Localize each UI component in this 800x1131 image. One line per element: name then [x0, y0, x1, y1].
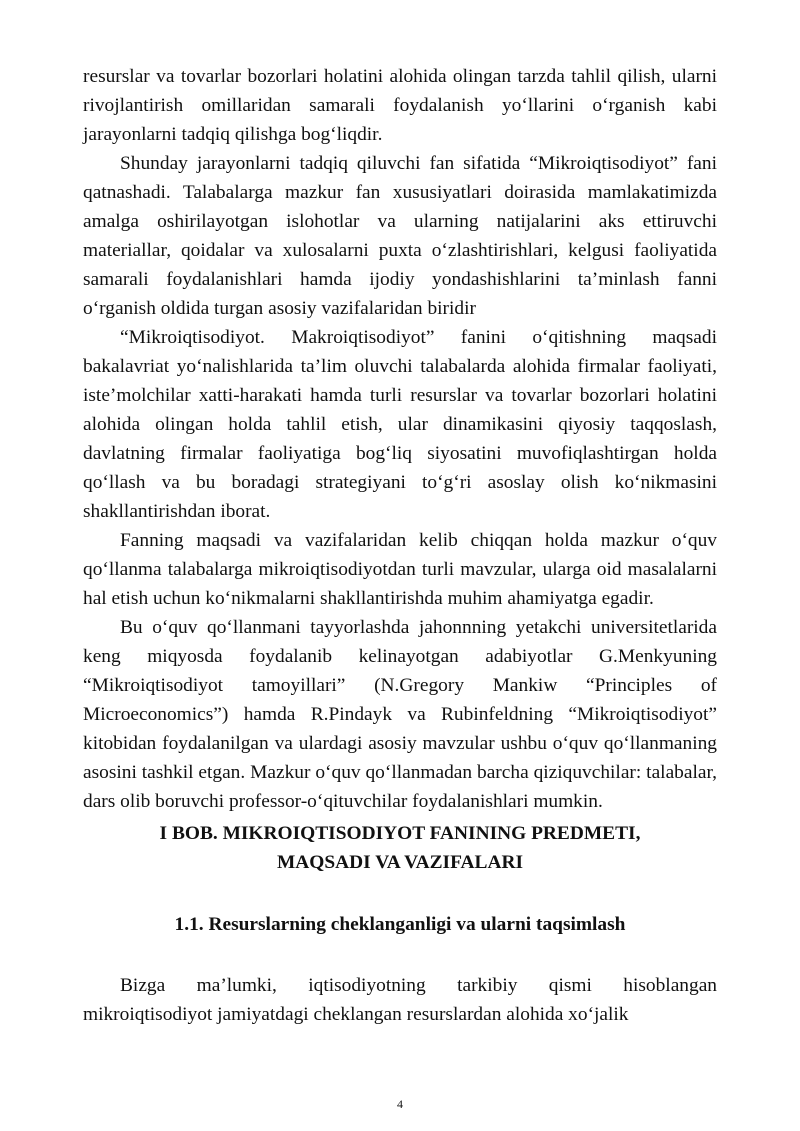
chapter-heading-line-2: MAQSADI VA VAZIFALARI [276, 852, 524, 873]
chapter-heading [83, 819, 717, 877]
paragraph-continuation: resurslar va tovarlar bozorlari holatini alohida olingan tarzda tahlil qilish, ularni rivojlantirish omillaridan samarali foydalanish yo‘llarini o‘rganish kabi jarayonlarni tadqiq qilishga bog‘liqdir. [83, 66, 717, 145]
paragraph-course-goal: “Mikroiqtisodiyot. Makroiqtisodiyot” fanini o‘qitishning maqsadi bakalavriat yo‘nalishlarida ta’lim oluvchi talabalarda alohida firmalar faoliyati, iste’molchilar xatti-harakati hamda turli resurslar va tovarlar bozorlari holatini alohida olingan holda tahlil etish, ular dinamikasini qiyosiy taqqoslash, davlatning firmalar faoliyatiga bog‘liq siyosatini muvofiqlashtirgan holda qo‘llash va bu boradagi strategiyani to‘g‘ri asoslay olish ko‘nikmasini shakllantirishdan iborat. [83, 327, 717, 522]
document-page [83, 62, 717, 1029]
paragraph-course-role: Shunday jarayonlarni tadqiq qiluvchi fan sifatida “Mikroiqtisodiyot” fani qatnashadi. Talabalarga mazkur fan xususiyatlari doirasida mamlakatimizda amalga oshirilayotgan islohotlar va ularning natijalarini aks ettiruvchi materiallar, qoidalar va xulosalarni puxta o‘zlashtirishlari, kelgusi faoliyatida samarali foydalanishlari hamda ijodiy yondashishlarini ta’minlash fanni o‘rganish oldida turgan asosiy vazifalaridan biridir [83, 153, 717, 319]
paragraph-manual-importance: Fanning maqsadi va vazifalaridan kelib chiqqan holda mazkur o‘quv qo‘llanma talabalarga mikroiqtisodiyotdan turli mavzular, ularga oid masalalarni hal etish uchun ko‘nikmalarni shakllantirishda muhim ahamiyatga egadir. [83, 530, 717, 609]
paragraph-section-intro: Bizga ma’lumki, iqtisodiyotning tarkibiy qismi hisoblangan mikroiqtisodiyot jamiyatdagi cheklangan resurslardan alohida xo‘jalik [83, 975, 717, 1025]
page-number: 4 [397, 1097, 403, 1111]
paragraph-sources: Bu o‘quv qo‘llanmani tayyorlashda jahonnning yetakchi universitetlarida keng miqyosda foydalanib kelinayotgan adabiyotlar G.Menkyuning “Mikroiqtisodiyot tamoyillari” (N.Gregory Mankiw “Principles of Microeconomics”) hamda R.Pindayk va Rubinfeldning “Mikroiqtisodiyot” kitobidan foydalanilgan va ulardagi asosiy mavzular ushbu o‘quv qo‘llanmaning asosini tashkil etgan. Mazkur o‘quv qo‘llanmadan barcha qiziquvchilar: talabalar, dars olib boruvchi professor-o‘qituvchilar foydalanishlari mumkin. [83, 617, 717, 812]
chapter-heading-line-1: I BOB. MIKROIQTISODIYOT FANINING PREDMETI, [159, 823, 641, 844]
section-heading: 1.1. Resurslarning cheklanganligi va ularni taqsimlash [174, 914, 626, 935]
